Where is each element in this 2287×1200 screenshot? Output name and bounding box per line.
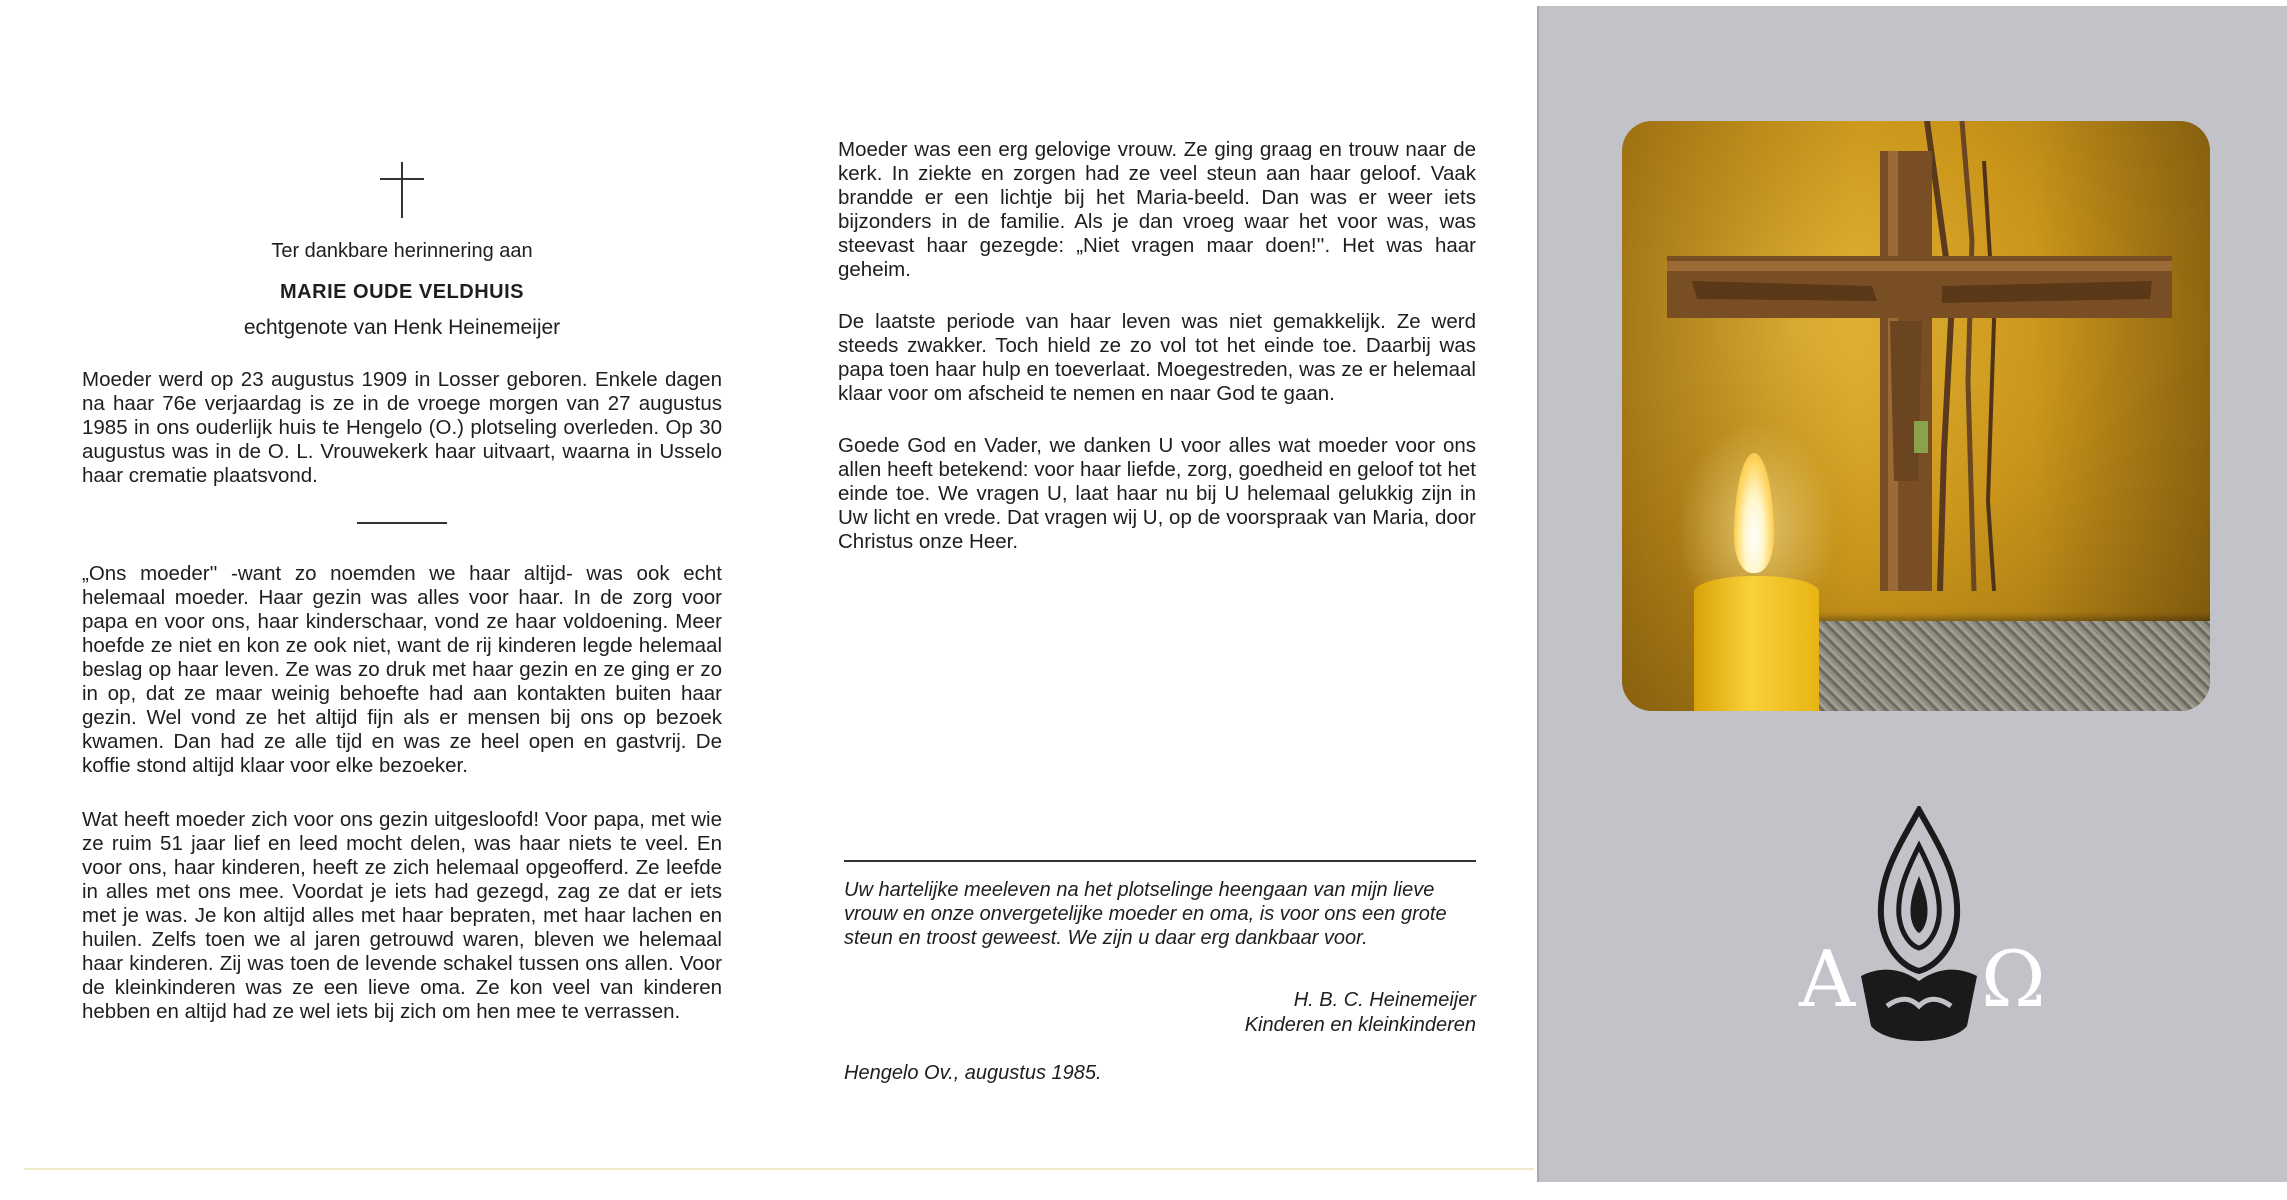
intro-text: Ter dankbare herinnering aan [271,240,533,262]
place-date: Hengelo Ov., augustus 1985. [844,1062,1102,1084]
thanks-text: Uw hartelijke meeleven na het plotselinge heengaan van mijn lieve vrouw en onze onvergetelijke moeder en oma, is voor ons een grote steun en troost geweest. We zijn u daar erg dankbaar voor. [844,879,1447,949]
middle-page [838,138,1476,554]
thanks-divider [844,860,1476,862]
cross-and-candle-photo [1622,121,2210,711]
candle-icon [1694,576,1819,711]
spouse-line: echtgenote van Henk Heinemeijer [243,316,561,339]
paragraph-prayer: Goede God en Vader, we danken U voor alles wat moeder voor ons allen heeft betekend: voor haar liefde, zorg, goedheid en geloof tot het einde toe. We vragen U, laat haar nu bij U helemaal gelukkig zijn in Uw licht en vrede. Dat vragen wij U, op de voorspraak van Maria, door Christus onze Heer. [838,434,1476,553]
flame-emblem-icon [1791,806,2047,1066]
paragraph-biography: Moeder werd op 23 augustus 1909 in Losser geboren. Enkele dagen na haar 76e verjaardag is ze in de vroege morgen van 27 augustus 1985 in ons ouderlijk huis te Hengelo (O.) plotseling overleden. Op 30 augustus was in de O. L. Vrouwekerk haar uitvaart, waarna in Usselo haar crematie plaatsvond. [82,368,722,487]
omega-letter: Ω [1981,935,2046,1025]
cross-icon [377,162,427,222]
left-page [82,140,722,1024]
paragraph-last-period: De laatste periode van haar leven was niet gemakkelijk. Ze werd steeds zwakker. Toch hield ze zo vol tot het einde toe. Daarbij was papa toen haar hulp en toeverlaat. Moegestreden, was ze er helemaal klaar voor om afscheid te nemen en naar God te gaan. [838,310,1476,405]
paragraph-faith: Moeder was een erg gelovige vrouw. Ze ging graag en trouw naar de kerk. In ziekte en zorgen had ze veel steun aan haar geloof. Vaak brandde er een lichtje bij het Maria-beeld. Dan was er weer iets bijzonders in de familie. Als je dan vroeg waar het voor was, was steevast haar gezegde: „Niet vragen maar doen!''. Het was haar geheim. [838,138,1476,281]
divider [357,522,447,524]
paragraph-family: Wat heeft moeder zich voor ons gezin uitgesloofd! Voor papa, met wie ze ruim 51 jaar lief en leed mocht delen, was haar niets te veel. En voor ons, haar kinderen, heeft ze zich helemaal opgeofferd. Ze leefde in alles met ons mee. Voordat je iets had gezegd, zag ze dat er iets met je was. Je kon altijd alles met haar bepraten, met haar lachen en huilen. Zelfs toen we al jaren getrouwd waren, bleven we helemaal haar kinderen. Zij was toen de levende schakel tussen ons allen. Voor de kleinkinderen was ze een lieve oma. Ze kon veel van kinderen hebben en altijd had ze wel iets bij zich om hen mee te verrassen. [82,808,722,1023]
cover-page [1537,6,2287,1182]
stone-slab [1802,621,2210,711]
alpha-letter: A [1799,935,1856,1025]
signature [1245,988,1476,1038]
deceased-name: MARIE OUDE VELDHUIS [280,281,524,303]
alpha-omega-emblem [1791,806,2047,1066]
signature-name: H. B. C. Heinemeijer [1293,989,1476,1011]
page-edge-line [24,1168,1534,1170]
paragraph-mother: „Ons moeder'' -want zo noemden we haar altijd- was ook echt helemaal moeder. Haar gezin was alles voor haar. In de zorg voor papa en voor ons, haar kinderschaar, vond ze haar voldoening. Meer hoefde ze niet en kon ze ook niet, want de rij kinderen legde helemaal beslag op haar leven. Ze was zo druk met haar gezin en ze ging er zo in op, dat ze maar weinig behoefte had aan kontakten buiten haar gezin. Wel vond ze het altijd fijn als er mensen bij ons op bezoek kwamen. Dan had ze alle tijd en was ze heel open en gastvrij. De koffie stond altijd klaar voor elke bezoeker. [82,562,722,777]
signature-family: Kinderen en kleinkinderen [1244,1014,1476,1036]
